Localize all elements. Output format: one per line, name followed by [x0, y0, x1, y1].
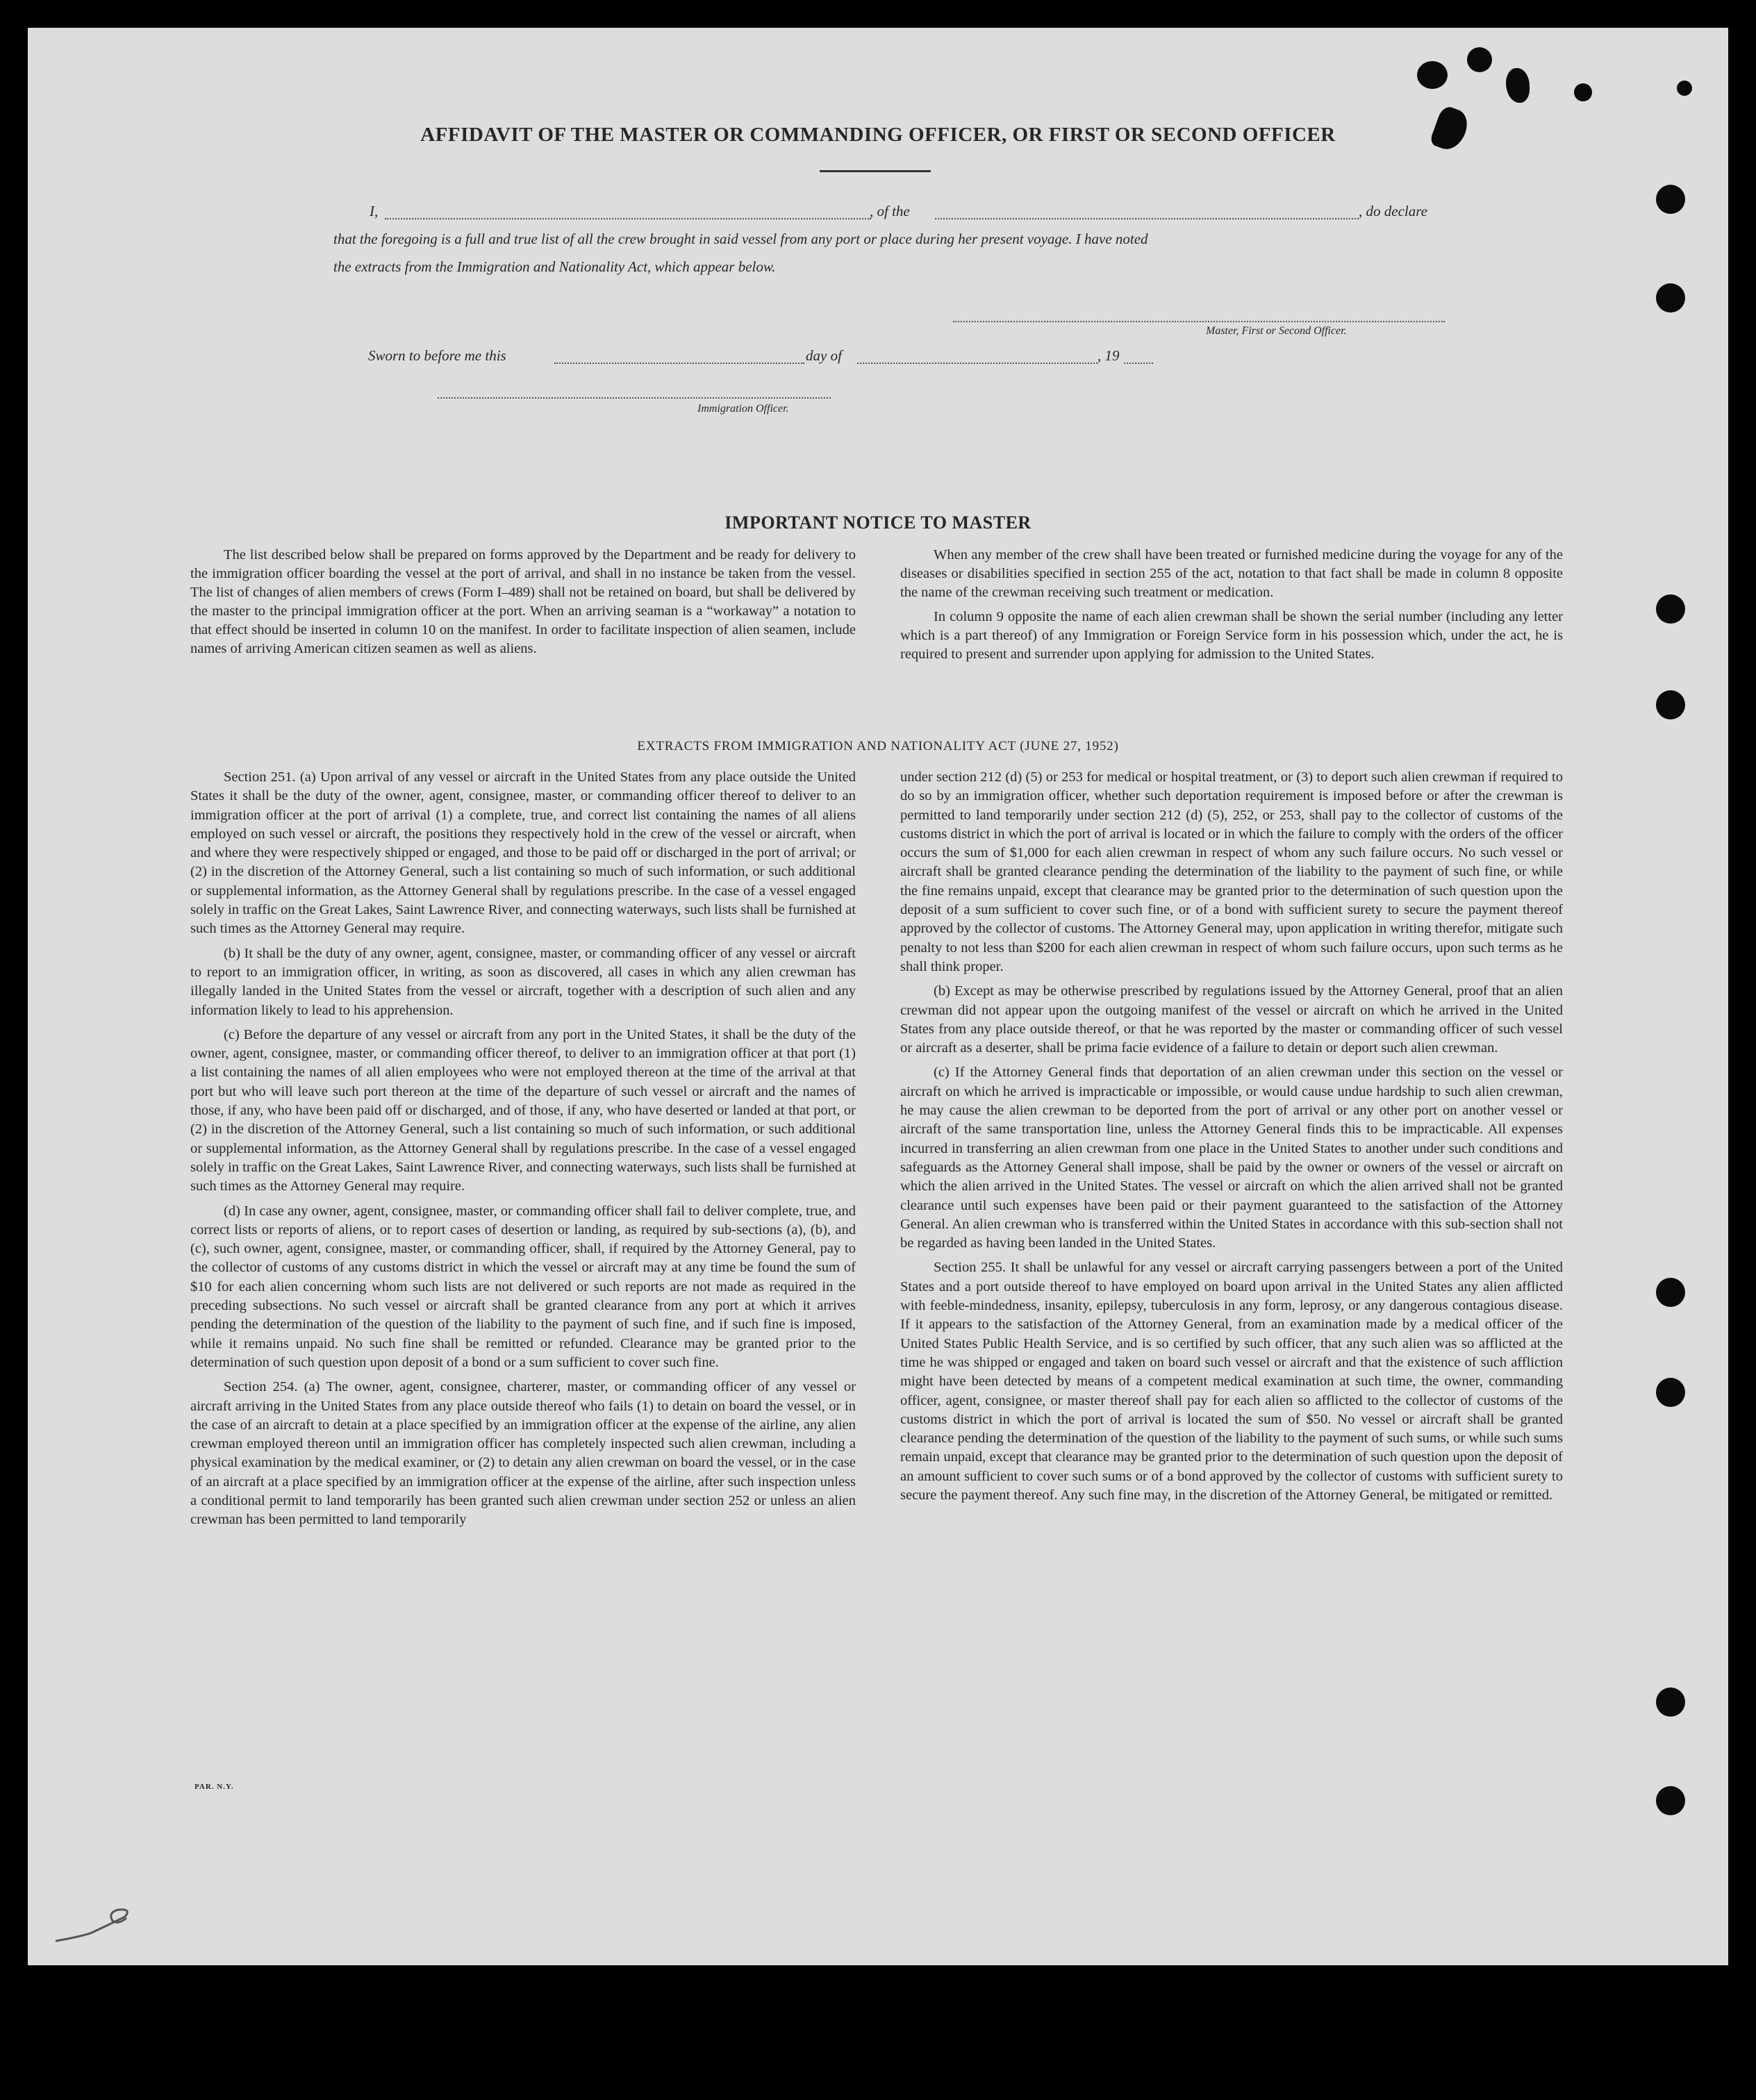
ink-blot: [1467, 47, 1492, 72]
officer-signature-field[interactable]: [438, 397, 831, 399]
statute-paragraph: Section 254. (a) The owner, agent, consignee, charterer, master, or commanding officer of any vessel or aircraft arriving in the United States from any place outside thereof who fails (1) to detain on board the vessel, or in the case of an aircraft to detain at a place specified by an immigration officer at the expense of the airline, any alien crewman employed thereon until an immigration officer has completely inspected such alien crewman, including a physical examination by the medical examiner, or (2) to detain any alien crewman on board the vessel, or in the case of an aircraft at a place specified by an immigration officer at the expense of the airline, after such inspection unless a conditional permit to land temporarily has been granted such alien crewman under section 252 or unless an alien crewman has been permitted to land temporarily: [190, 1379, 856, 1528]
statute-paragraph: (b) Except as may be otherwise prescribed by regulations issued by the Attorney General, proof that an alien crewman did not appear upon the outgoing manifest of the vessel or aircraft on which he arrived in the United States from any place outside thereof, or that he was reported by the master or commanding officer of such vessel or aircraft as a deserter, shall be prima facie evidence of a failure to detain or deport such alien crewman.: [900, 983, 1563, 1056]
sworn-label: Sworn to before me this: [368, 347, 506, 364]
officer-caption: Immigration Officer.: [697, 403, 789, 415]
punch-hole: [1656, 1278, 1685, 1307]
notice-paragraph: When any member of the crew shall have been treated or furnished medicine during the voyage for any of the diseases or disabilities specified in section 255 of the act, notation to that fact shall be made in column 8 opposite the name of the crewman receiving such treatment or medication.: [900, 547, 1563, 600]
form-page: [28, 28, 1728, 1965]
punch-hole: [1677, 81, 1692, 96]
punch-hole: [1656, 1378, 1685, 1407]
notice-right-column: [900, 546, 1563, 664]
statute-paragraph: (b) It shall be the duty of any owner, agent, consignee, master, or commanding officer of any vessel or aircraft to report to an immigration officer, in writing, as soon as discovered, all cases in which any alien crewman has illegally landed in the United States from the vessel or aircraft, together with a description of such alien and any information likely to lead to his apprehension.: [190, 945, 856, 1018]
affidavit-title: AFFIDAVIT OF THE MASTER OR COMMANDING OFFICER, OR FIRST OR SECOND OFFICER: [420, 124, 1336, 146]
sworn-month-field[interactable]: [857, 362, 1098, 364]
title-rule: [820, 170, 931, 172]
statute-paragraph: (c) If the Attorney General finds that deportation of an alien crewman under this section on the vessel or aircraft on which he arrived is impracticable or impossible, or would cause undue hardship to such alien crewman, he may cause the alien crewman to be deported from the port of arrival or any other port on another vessel or aircraft of the same transportation line, unless the Attorney General finds this to be impracticable. All expenses incurred in transferring an alien crewman from one place in the United States to another under such conditions and safeguards as the Attorney General shall impose, shall be paid by the owner or owners of the vessel or aircraft on which the alien arrived in the United States. The vessel or aircraft on which the alien arrived shall not be granted clearance until such expenses have been paid or their payment guaranteed to the satisfaction of the Attorney General. An alien crewman who is transferred within the United States in accordance with this sub-section shall not be regarded as having been landed in the United States.: [900, 1065, 1563, 1251]
master-caption: Master, First or Second Officer.: [1206, 325, 1347, 337]
sworn-day-field[interactable]: [554, 362, 804, 364]
punch-hole: [1574, 83, 1592, 101]
name-field[interactable]: [385, 218, 871, 219]
vessel-field[interactable]: [935, 218, 1359, 219]
master-signature-field[interactable]: [953, 321, 1445, 322]
extracts-right-column: [900, 768, 1563, 1505]
of-the-label: , of the: [870, 203, 910, 219]
statute-paragraph: Section 251. (a) Upon arrival of any vessel or aircraft in the United States from any place outside the United States it shall be the duty of the owner, agent, consignee, master, or commanding officer thereof to deliver to an immigration officer at the port of arrival (1) a complete, true, and correct list containing the names of all aliens employed on such vessel or aircraft, the positions they respectively hold in the crew of the vessel or aircraft, when and where they were respectively shipped or engaged, and those to be paid off or discharged in the port of arrival; or (2) in the discretion of the Attorney General, such a list containing so much of such information, or such additional or supplemental information, as the Attorney General shall by regulations prescribe. In the case of a vessel engaged solely in traffic on the Great Lakes, Saint Lawrence River, and connecting waterways, such lists shall be furnished at such times as the Attorney General may require.: [190, 769, 856, 937]
notice-title: IMPORTANT NOTICE TO MASTER: [724, 512, 1032, 533]
notice-paragraph: In column 9 opposite the name of each alien crewman shall be shown the serial number (including any letter which is a part thereof) of any Immigration or Foreign Service form in his possession which, under the act, he is required to present and surrender upon applying for admission to the United States.: [900, 609, 1563, 662]
declaration-line-2: the extracts from the Immigration and Nationality Act, which appear below.: [333, 258, 776, 275]
notice-left-column: [190, 546, 856, 658]
year-label: , 19: [1098, 347, 1120, 364]
punch-hole: [1656, 1688, 1685, 1717]
punch-hole: [1656, 185, 1685, 214]
printer-mark: PAR. N.Y.: [194, 1783, 234, 1791]
punch-hole: [1656, 690, 1685, 719]
punch-hole: [1656, 1786, 1685, 1815]
ink-blot: [1506, 68, 1530, 103]
notice-paragraph: The list described below shall be prepared on forms approved by the Department and be ready for delivery to the immigration officer boarding the vessel at the port of arrival, and shall in no instance be taken from the vessel. The list of changes of alien members of crews (Form I–489) shall not be retained on board, but shall be delivered by the master to the principal immigration officer at the port. When an arriving seaman is a “workaway” a notation to that effect should be inserted in column 10 on the manifest. In order to facilitate inspection of alien seamen, include names of arriving American citizen seamen as well as aliens.: [190, 547, 856, 656]
i-label: I,: [370, 203, 379, 219]
declaration-line-1: that the foregoing is a full and true list of all the crew brought in said vessel from any port or place during her present voyage. I have noted: [333, 231, 1148, 247]
ink-blot: [1417, 61, 1448, 89]
punch-hole: [1656, 594, 1685, 624]
statute-paragraph: under section 212 (d) (5) or 253 for medical or hospital treatment, or (3) to deport such alien crewman if required to do so by an immigration officer, whether such deportation requirement is imposed before or after the crewman is permitted to land temporarily under section 212 (d) (5), 252, or 253, shall pay to the collector of customs of the customs district in which the port of arrival is located or in which the failure to comply with the orders of the officer occurs the sum of $1,000 for each alien crewman in respect of whom any such failure occurs. No such vessel or aircraft shall be granted clearance pending the determination of the liability to the payment of such fine, or while the fine remains unpaid, except that clearance may be granted prior to the determination of such question upon the deposit of a sum sufficient to cover such fine, or of a bond with sufficient surety to secure the payment thereof approved by the collector of customs. The Attorney General may, upon application in writing therefor, mitigate such penalty to not less than $200 for each alien crewman in respect of whom such failure occurs, upon such terms as he shall think proper.: [900, 769, 1563, 974]
do-declare-label: , do declare: [1359, 203, 1427, 219]
statute-paragraph: Section 255. It shall be unlawful for any vessel or aircraft carrying passengers between a port of the United States and a port outside thereof to have employed on board upon arrival in the United States any alien afflicted with feeble-mindedness, insanity, epilepsy, tuberculosis in any form, leprosy, or any dangerous contagious disease. If it appears to the satisfaction of the Attorney General, from an examination made by a medical officer of the United States Public Health Service, and is so certified by such officer, that any such alien was so afflicted at the time he was shipped or engaged and taken on board such vessel or aircraft and that the existence of such affliction might have been detected by means of a competent medical examination at such time, the owner, commanding officer, agent, consignee, or master thereof shall pay for each alien so afflicted to the collector of customs of the customs district in which the port of arrival is located the sum of $50. No vessel or aircraft shall be granted clearance pending the determination of the question of the liability to the payment of such sums, or while such sums remain unpaid, except that clearance may be granted prior to the determination of such question upon the deposit of an amount sufficient to cover such sums or of a bond approved by the collector of customs with sufficient surety to secure the payment thereof. Any such fine may, in the discretion of the Attorney General, be mitigated or remitted.: [900, 1260, 1563, 1503]
statute-paragraph: (d) In case any owner, agent, consignee, master, or commanding officer shall fail to deliver complete, true, and correct lists or reports of aliens, or to report cases of desertion or landing, as required by sub-sections (a), (b), and (c), such owner, agent, consignee, master, or commanding officer, shall, if required by the Attorney General, pay to the collector of customs of any customs district in which the vessel or aircraft may at any time be found the sum of $10 for each alien concerning whom such lists are not delivered or such reports are not made as required in the preceding subsections. No such vessel or aircraft shall be granted clearance from any port at which it arrives pending the determination of the question of the liability to the payment of such fine, and if such fine is imposed, while it remains unpaid. No such fine shall be remitted or refunded. Clearance may be granted prior to the determination of such question upon deposit of a bond or a sum sufficient to cover such fine.: [190, 1203, 856, 1370]
day-of-label: day of: [806, 347, 842, 364]
statute-paragraph: (c) Before the departure of any vessel or aircraft from any port in the United States, it shall be the duty of the owner, agent, consignee, master, or commanding officer thereof, to deliver to an immigration officer at that port (1) a list containing the names of all alien employees who were not employed thereon at the time of the arrival at that port but who will leave such port thereon at the time of the departure of such vessel or aircraft and the names of those, if any, who have been paid off or discharged, and of those, if any, who have deserted or landed at that port, or (2) in the discretion of the Attorney General, such a list containing so much of such information, or such additional or supplemental information, as the Attorney General shall by regulations prescribe. In the case of a vessel engaged solely in traffic on the Great Lakes, Saint Lawrence River, and connecting waterways, such lists shall be furnished at such times as the Attorney General may require.: [190, 1026, 856, 1194]
extracts-title: EXTRACTS FROM IMMIGRATION AND NATIONALITY ACT (JUNE 27, 1952): [637, 739, 1119, 753]
handwritten-mark: [49, 1903, 139, 1951]
extracts-left-column: [190, 768, 856, 1530]
sworn-year-field[interactable]: [1124, 362, 1153, 364]
punch-hole: [1656, 283, 1685, 312]
